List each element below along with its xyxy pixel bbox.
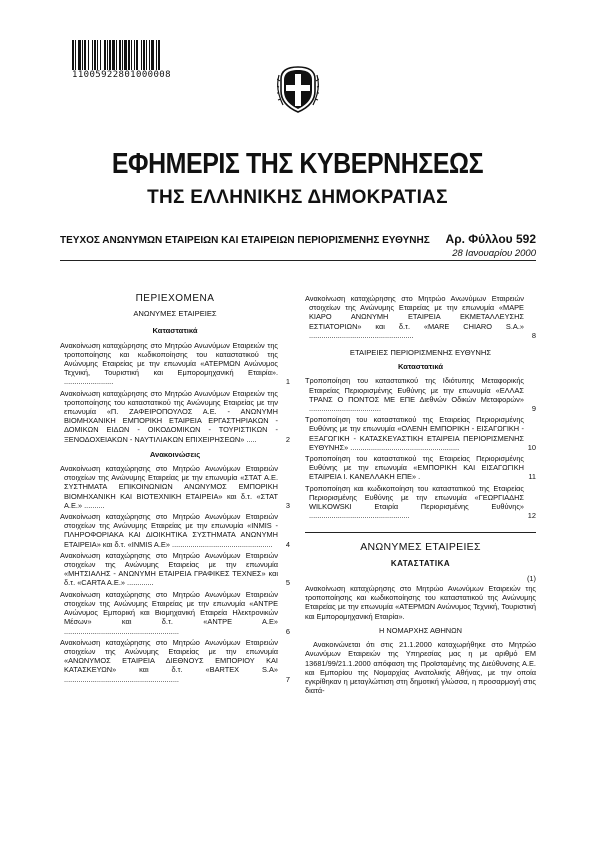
contents-entry-text: Τροποποίηση του καταστατικού της Ιδιότυπης Μεταφορικής Εταιρείας Περιορισμένης Ευθύνης με την επωνυμία «ΕΛΛΑΣ ΤΡΑΝΣ Ο ΠΟΝΤΟΣ ΜΕ ΕΠΕ Διεθνών Οδικών Μεταφορών» ................................... bbox=[305, 376, 524, 414]
contents-entry-text: Ανακοίνωση καταχώρησης στο Μητρώο Ανωνύμων Εταιρειών στοιχείων της Ανώνυμης Εταιρείας με την επωνυμία «ΜΑΡΕ ΚΙΑΡΟ ΑΝΩΝΥΜΗ ΕΤΑΙΡΕΙΑ ΕΚΜΕΤΑΛΛΕΥΣΗΣ ΕΣΤΙΑΤΟΡΙΩΝ» και δ.τ. «MARE CHIARO S.A.» ................................................... bbox=[305, 294, 524, 340]
barcode-number: 11005922801000008 bbox=[72, 70, 171, 80]
contents-entry-text: Ανακοίνωση καταχώρησης στο Μητρώο Ανωνύμων Εταιρειών στοιχείων της Ανώνυμης Εταιρείας με την επωνυμία «ΜΗΤΣΙΑΛΗΣ - ΑΝΩΝΥΜΗ ΕΤΑΙΡΕΙΑ ΓΡΑΦΙΚΕΣ ΤΕΧΝΕΣ» και δ.τ. «CARTA A.E.» ............. bbox=[60, 550, 278, 588]
right-column bbox=[305, 294, 536, 695]
greek-coat-of-arms-icon bbox=[277, 65, 319, 113]
header-divider bbox=[60, 260, 536, 261]
gazette-title: ΕΦΗΜΕΡΙΣ ΤΗΣ ΚΥΒΕΡΝΗΣΕΩΣ bbox=[111, 148, 484, 180]
contents-entry-text: Ανακοίνωση καταχώρησης στο Μητρώο Ανωνύμων Εταιρειών στοιχείων της Ανώνυμης Εταιρείας με την επωνυμία «ΑΝΩΝΥΜΟΣ ΕΤΑΙΡΕΙΑ ΔΙΕΘΝΟΥΣ ΕΜΠΟΡΙΟΥ ΚΑΙ ΚΑΤΑΣΚΕΥΩΝ» και δ.τ. «BARTEX S.A» ........................................................ bbox=[60, 637, 278, 684]
contents-list-d bbox=[305, 376, 536, 520]
contents-entry bbox=[60, 464, 290, 510]
issue-date: 28 Ιανουαρίου 2000 bbox=[452, 248, 536, 259]
contents-entry bbox=[60, 389, 290, 444]
contents-heading: ΠΕΡΙΕΧΟΜΕΝΑ bbox=[135, 293, 215, 304]
contents-entry-page: 12 bbox=[527, 511, 536, 521]
contents-entry-page: 9 bbox=[531, 404, 536, 414]
contents-section-anonymous: ΑΝΩΝΥΜΕΣ ΕΤΑΙΡΕΙΕΣ bbox=[133, 309, 217, 319]
body-sub-heading: ΚΑΤΑΣΤΑΤΙΚΑ bbox=[390, 558, 451, 568]
contents-entry-page: 10 bbox=[527, 442, 536, 452]
contents-entry-page: 8 bbox=[531, 330, 536, 340]
contents-entry bbox=[305, 454, 536, 482]
item-title: Ανακοίνωση καταχώρησης στο Μητρώο Ανωνύμων Εταιρειών της τροποποίησης και κωδικοποίησης του καταστατικού της Ανώνυμης Εταιρείας με την επωνυμία «ΑΤΕΡΜΩΝ Ανώνυμος Τεχνική, Τουριστική και Εμπορομηχανική Εταιρία». bbox=[305, 584, 536, 621]
contents-sub-statutes-ltd: Καταστατικά bbox=[397, 362, 443, 372]
sheet-number: Αρ. Φύλλου 592 bbox=[445, 232, 536, 246]
contents-entry bbox=[305, 484, 536, 521]
issue-label: ΤΕΥΧΟΣ ΑΝΩΝΥΜΩΝ ΕΤΑΙΡΕΙΩΝ ΚΑΙ ΕΤΑΙΡΕΙΩΝ ΠΕΡΙΟΡΙΣΜΕΝΗΣ ΕΥΘΥΝΗΣ bbox=[60, 235, 430, 246]
contents-entry bbox=[305, 376, 536, 413]
contents-entry bbox=[60, 638, 290, 684]
contents-entry-page: 4 bbox=[285, 539, 290, 549]
item-number: (1) bbox=[526, 573, 536, 583]
contents-entry-page: 11 bbox=[528, 472, 536, 482]
item-paragraph: Ανακοινώνεται ότι στις 21.1.2000 καταχωρήθηκε στο Μητρώο Ανωνύμων Εταιρειών της Υπηρεσίας μας η με αριθμό ΕΜ 13681/99/21.1.2000 απόφαση της Προϊσταμένης της Διεύθυνσης Α.Ε. και Εμπορίου της Νομαρχίας Ανατολικής Αθήνας, με την οποία εγκρίθηκαν η μεταγλώττιση στη δημοτική γλώσσα, η προσαρμογή στις διατά- bbox=[305, 640, 536, 696]
contents-entry-page: 3 bbox=[285, 500, 290, 510]
authority-heading: Η ΝΟΜΑΡΧΗΣ ΑΘΗΝΩΝ bbox=[378, 625, 463, 635]
contents-entry bbox=[60, 551, 290, 588]
contents-list-b bbox=[60, 464, 290, 684]
section-divider bbox=[305, 532, 536, 533]
contents-entry bbox=[60, 512, 290, 549]
issue-line bbox=[60, 232, 536, 246]
contents-entry-page: 6 bbox=[285, 626, 290, 636]
contents-entry-text: Τροποποίηση του καταστατικού της Εταιρείας Περιορισμένης Ευθύνης με την επωνυμία «ΟΛΕΝΗ ΕΜΠΟΡΙΚΗ - ΕΙΣΑΓΩΓΙΚΗ - ΕΞΑΓΩΓΙΚΗ - ΚΑΤΑΣΚΕΥΑΣΤΙΚΗ ΕΤΑΙΡΕΙΑ ΠΕΡΙΟΡΙΣΜΕΝΗΣ ΕΥΘΥΝΗΣ» ..................................................... bbox=[305, 415, 524, 452]
contents-list-c bbox=[305, 294, 536, 340]
contents-entry-text: Τροποποίηση του καταστατικού της Εταιρείας Περιορισμένης Ευθύνης με την επωνυμία «ΕΜΠΟΡΙΚΗ ΚΑΙ ΕΙΣΑΓΩΓΙΚΗ ΕΤΑΙΡΕΙΑ Ι. ΚΑΝΕΛΛΑΚΗ ΕΠΕ» . bbox=[305, 454, 524, 482]
contents-entry-text: Ανακοίνωση καταχώρησης στο Μητρώο Ανωνύμων Εταιρειών της τροποποίησης και κωδικοποίησης του καταστατικού της Ανώνυμης Εταιρείας με την επωνυμία «ΑΤΕΡΜΩΝ Ανώνυμος Τεχνική, Τουριστική και Εμπορομηχανική Εταιρία». ........................ bbox=[60, 340, 278, 387]
contents-sub-announcements: Ανακοινώσεις bbox=[149, 449, 201, 459]
contents-entry-text: Ανακοίνωση καταχώρησης στο Μητρώο Ανωνύμων Εταιρειών στοιχείων της Ανώνυμης Εταιρείας με την επωνυμία «INMIS - ΠΛΗΡΟΦΟΡΙΑΚΑ ΚΑΙ ΔΙΟΙΚΗΤΙΚΑ ΣΥΣΤΗΜΑΤΑ ΑΝΩΝΥΜΗ ΕΤΑΙΡΕΙΑ» και δ.τ. «INMIS A.E» ................................................. bbox=[60, 512, 278, 549]
contents-entry-page: 2 bbox=[285, 434, 290, 444]
contents-left-column bbox=[60, 294, 290, 686]
contents-entry-page: 7 bbox=[285, 674, 290, 684]
contents-entry-text: Ανακοίνωση καταχώρησης στο Μητρώο Ανωνύμων Εταιρειών στοιχείων της Ανώνυμης Εταιρείας με την επωνυμία «ΑΝΤΡΕ Ανώνυμος Εμπορική και Βιομηχανική Εταιρεία Ηλεκτρονικών Μέσων» και δ.τ. «ANTPE A.E» ........................................................ bbox=[60, 589, 278, 636]
barcode bbox=[72, 40, 242, 70]
contents-entry-page: 5 bbox=[285, 578, 290, 588]
contents-entry-page: 1 bbox=[285, 377, 290, 387]
contents-section-ltd: ΕΤΑΙΡΕΙΕΣ ΠΕΡΙΟΡΙΣΜΕΝΗΣ ΕΥΘΥΝΗΣ bbox=[349, 348, 492, 358]
contents-entry bbox=[60, 341, 290, 387]
contents-list-a bbox=[60, 341, 290, 444]
contents-entry bbox=[305, 415, 536, 452]
contents-entry-text: Ανακοίνωση καταχώρησης στο Μητρώο Ανωνύμων Εταιρειών στοιχείων της Ανώνυμης Εταιρείας με την επωνυμία «ΣΤΑΤ Α.Ε. ΣΥΣΤΗΜΑΤΑ ΕΠΙΚΟΙΝΩΝΙΩΝ ΑΝΩΝΥΜΟΣ ΕΜΠΟΡΙΚΗ ΒΙΟΜΗΧΑΝΙΚΗ ΚΑΙ ΒΙΟΤΕΧΝΙΚΗ ΕΤΑΙΡΕΙΑ» και δ.τ. «ΣΤΑΤ Α.Ε.» .......... bbox=[60, 464, 278, 510]
contents-entry-text: Τροποποίηση και κωδικοποίηση του καταστατικού της Εταιρείας Περιορισμένης Ευθύνης με την επωνυμία «ΓΕΩΡΓΙΑΔΗΣ WILKOWSKI Εταιρία Περιορισμένης Ευθύνης» ................................................. bbox=[305, 483, 524, 521]
body-section-heading: ΑΝΩΝΥΜΕΣ ΕΤΑΙΡΕΙΕΣ bbox=[360, 541, 481, 554]
contents-entry bbox=[60, 590, 290, 636]
contents-sub-statutes: Καταστατικά bbox=[152, 326, 198, 336]
contents-entry bbox=[305, 294, 536, 340]
gazette-subtitle: ΤΗΣ ΕΛΛΗΝΙΚΗΣ ΔΗΜΟΚΡΑΤΙΑΣ bbox=[147, 187, 448, 208]
contents-entry-text: Ανακοίνωση καταχώρησης στο Μητρώο Ανωνύμων Εταιρειών της τροποποίησης του καταστατικού της Ανώνυμης Εταιρείας με την επωνυμία «Π. ΖΑΦΕΙΡΟΠΟΥΛΟΣ Α.Ε. - ΑΝΩΝΥΜΗ ΒΙΟΜΗΧΑΝΙΚΗ ΕΜΠΟΡΙΚΗ ΕΤΑΙΡΕΙΑ ΕΡΓΑΣΤΗΡΙΑΚΩΝ - ΔΟΜΙΚΩΝ ΕΙΔΩΝ - ΟΙΚΟΔΟΜΙΚΩΝ - ΤΟΥΡΙΣΤΙΚΩΝ - ΞΕΝΟΔΟΧΕΙΑΚΩΝ - ΝΑΥΤΙΛΙΑΚΩΝ ΕΠΙΧΕΙΡΗΣΕΩΝ» ..... bbox=[60, 388, 278, 444]
